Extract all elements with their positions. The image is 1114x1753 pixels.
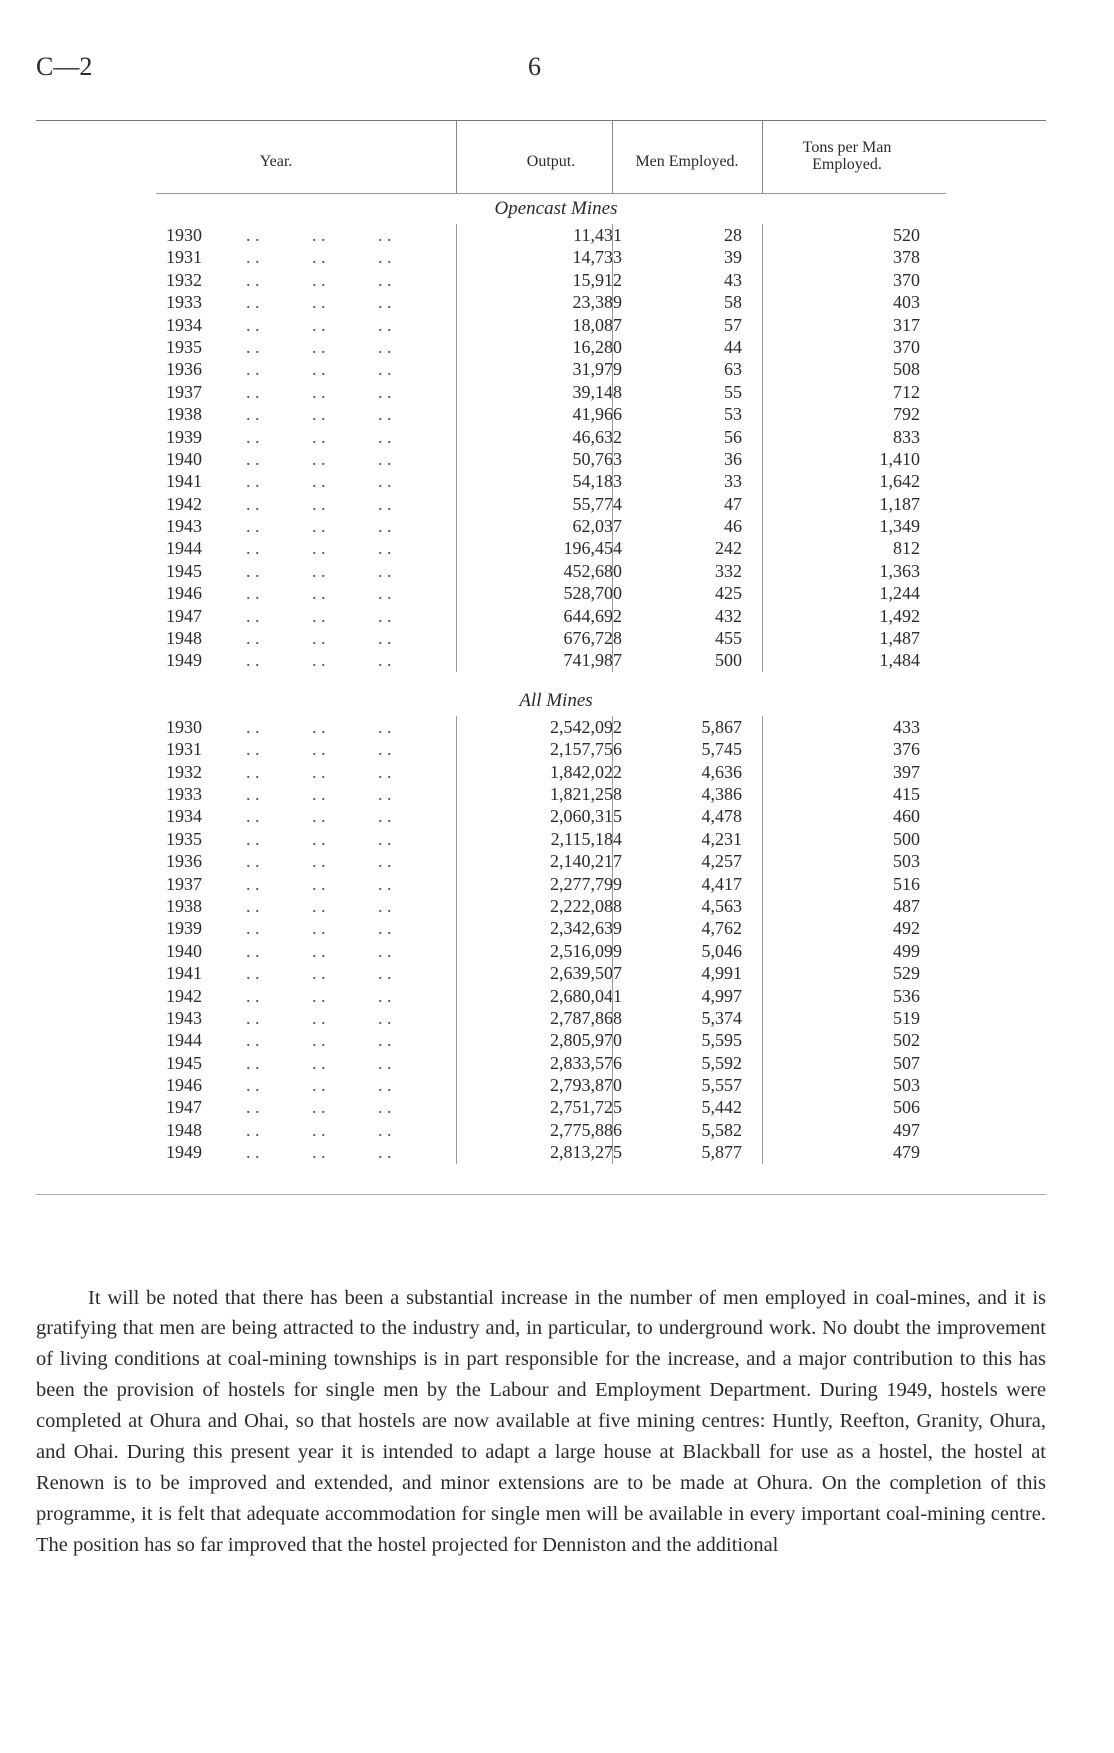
cell-men-employed: 4,991	[701, 963, 742, 984]
cell-year: 1937	[166, 873, 202, 894]
cell-output: 2,516,099	[550, 940, 622, 961]
table-row	[36, 336, 1046, 358]
cell-men-employed: 53	[724, 404, 742, 425]
table-row	[36, 582, 1046, 604]
table-row	[36, 470, 1046, 492]
page-number: 6	[528, 52, 541, 81]
cell-year: 1948	[166, 628, 202, 649]
leader-dots: . . . . . .	[246, 448, 392, 469]
table-row	[36, 1007, 1046, 1029]
cell-year: 1944	[166, 538, 202, 559]
cell-output: 2,222,088	[550, 895, 622, 916]
cell-men-employed: 5,582	[701, 1119, 742, 1140]
cell-output: 2,342,639	[550, 918, 622, 939]
cell-men-employed: 5,592	[701, 1052, 742, 1073]
cell-men-employed: 455	[715, 628, 742, 649]
cell-men-employed: 63	[724, 359, 742, 380]
table-row	[36, 649, 1046, 671]
cell-output: 741,987	[563, 650, 622, 671]
column-divider	[762, 224, 763, 672]
leader-dots: . . . . . .	[246, 716, 392, 737]
cell-output: 62,037	[572, 516, 622, 537]
cell-year: 1946	[166, 583, 202, 604]
table-row	[36, 605, 1046, 627]
cell-output: 2,793,870	[550, 1075, 622, 1096]
cell-output: 2,813,275	[550, 1142, 622, 1163]
cell-tons-per-man: 317	[893, 314, 920, 335]
cell-men-employed: 28	[724, 225, 742, 245]
leader-dots: . . . . . .	[246, 761, 392, 782]
cell-output: 2,680,041	[550, 985, 622, 1006]
section-title: All Mines	[519, 689, 593, 711]
leader-dots: . . . . . .	[246, 828, 392, 849]
cell-year: 1949	[166, 650, 202, 671]
cell-tons-per-man: 397	[893, 761, 920, 782]
cell-tons-per-man: 516	[893, 873, 920, 894]
table-row	[36, 448, 1046, 470]
cell-output: 39,148	[572, 381, 622, 402]
cell-output: 2,833,576	[550, 1052, 622, 1073]
cell-output: 644,692	[563, 605, 622, 626]
cell-output: 2,639,507	[550, 963, 622, 984]
cell-tons-per-man: 499	[893, 940, 920, 961]
cell-year: 1945	[166, 560, 202, 581]
cell-output: 50,763	[572, 448, 622, 469]
cell-tons-per-man: 500	[893, 828, 920, 849]
cell-tons-per-man: 506	[893, 1097, 920, 1118]
leader-dots: . . . . . .	[246, 1052, 392, 1073]
column-divider	[456, 224, 457, 672]
leader-dots: . . . . . .	[246, 1119, 392, 1140]
table-row	[36, 403, 1046, 425]
cell-tons-per-man: 503	[893, 1075, 920, 1096]
cell-year: 1942	[166, 985, 202, 1006]
cell-tons-per-man: 529	[893, 963, 920, 984]
cell-men-employed: 4,386	[701, 783, 742, 804]
leader-dots: . . . . . .	[246, 493, 392, 514]
leader-dots: . . . . . .	[246, 225, 392, 245]
leader-dots: . . . . . .	[246, 1097, 392, 1118]
column-header-tons-per-man: Tons per Man Employed.	[802, 139, 892, 173]
cell-year: 1938	[166, 895, 202, 916]
cell-men-employed: 44	[724, 336, 742, 357]
cell-year: 1934	[166, 314, 202, 335]
cell-year: 1931	[166, 247, 202, 268]
cell-tons-per-man: 376	[893, 739, 920, 760]
cell-year: 1933	[166, 783, 202, 804]
leader-dots: . . . . . .	[246, 650, 392, 671]
table-row	[36, 985, 1046, 1007]
table-row	[36, 716, 1046, 738]
cell-output: 23,389	[572, 292, 622, 313]
table-row	[36, 1096, 1046, 1118]
cell-men-employed: 432	[715, 605, 742, 626]
cell-year: 1941	[166, 471, 202, 492]
cell-year: 1948	[166, 1119, 202, 1140]
cell-tons-per-man: 403	[893, 292, 920, 313]
cell-year: 1940	[166, 448, 202, 469]
cell-tons-per-man: 1,349	[879, 516, 920, 537]
cell-year: 1934	[166, 806, 202, 827]
leader-dots: . . . . . .	[246, 560, 392, 581]
table-row	[36, 269, 1046, 291]
cell-output: 31,979	[572, 359, 622, 380]
cell-men-employed: 5,442	[701, 1097, 742, 1118]
cell-tons-per-man: 519	[893, 1007, 920, 1028]
cell-year: 1946	[166, 1075, 202, 1096]
cell-tons-per-man: 520	[893, 225, 920, 245]
table-row	[36, 805, 1046, 827]
cell-tons-per-man: 1,642	[879, 471, 920, 492]
cell-men-employed: 47	[724, 493, 742, 514]
table-row	[36, 1119, 1046, 1141]
cell-output: 14,733	[572, 247, 622, 268]
cell-tons-per-man: 503	[893, 851, 920, 872]
cell-tons-per-man: 1,492	[879, 605, 920, 626]
cell-output: 2,775,886	[550, 1119, 622, 1140]
leader-dots: . . . . . .	[246, 359, 392, 380]
table-body	[36, 194, 1046, 1164]
cell-men-employed: 4,231	[701, 828, 742, 849]
section-rows	[36, 716, 1046, 1164]
cell-output: 2,157,756	[550, 739, 622, 760]
cell-year: 1939	[166, 426, 202, 447]
cell-output: 1,842,022	[550, 761, 622, 782]
cell-year: 1931	[166, 739, 202, 760]
column-divider	[456, 716, 457, 1164]
section-title: Opencast Mines	[494, 198, 618, 219]
table-bottom-rule	[36, 1194, 1046, 1195]
column-header-output: Output.	[526, 153, 576, 170]
cell-year: 1932	[166, 269, 202, 290]
cell-output: 452,680	[563, 560, 622, 581]
cell-tons-per-man: 1,487	[879, 628, 920, 649]
cell-output: 15,912	[572, 269, 622, 290]
leader-dots: . . . . . .	[246, 1030, 392, 1051]
cell-men-employed: 500	[715, 650, 742, 671]
cell-year: 1947	[166, 605, 202, 626]
table-row	[36, 426, 1046, 448]
leader-dots: . . . . . .	[246, 426, 392, 447]
body-paragraph: It will be noted that there has been a substantial increase in the number of men employed in coal-mines, and it is gratifying that men are being attracted to the industry and, in particular, to underground work. No doubt the improvement of living conditions at coal-mining townships is in part responsible for the increase, and a major contribution to this has been the provision of hostels for single men by the Labour and Employment Department. During 1949, hostels were completed at Ohura and Ohai, so that hostels are now available at five mining centres: Huntly, Reefton, Granity, Ohura, and Ohai. During this present year it is intended to adapt a large house at Blackball for use as a hostel, the hostel at Renown is to be improved and extended, and minor extensions are to be made at Ohura. On the completion of this programme, it is felt that adequate accommodation for single men will be available in every important coal-mining centre. The position has so far improved that the hostel projected for Denniston and the additional	[36, 1286, 1046, 1556]
leader-dots: . . . . . .	[246, 1142, 392, 1163]
cell-year: 1940	[166, 940, 202, 961]
cell-year: 1935	[166, 828, 202, 849]
cell-men-employed: 4,257	[701, 851, 742, 872]
cell-output: 2,140,217	[550, 851, 622, 872]
cell-output: 54,183	[572, 471, 622, 492]
cell-men-employed: 4,417	[701, 873, 742, 894]
cell-year: 1947	[166, 1097, 202, 1118]
cell-year: 1949	[166, 1142, 202, 1163]
table-row	[36, 1052, 1046, 1074]
cell-men-employed: 4,563	[701, 895, 742, 916]
cell-year: 1936	[166, 359, 202, 380]
cell-output: 2,751,725	[550, 1097, 622, 1118]
cell-output: 2,787,868	[550, 1007, 622, 1028]
leader-dots: . . . . . .	[246, 628, 392, 649]
table-row	[36, 1074, 1046, 1096]
cell-year: 1939	[166, 918, 202, 939]
cell-output: 676,728	[563, 628, 622, 649]
table-row	[36, 246, 1046, 268]
leader-dots: . . . . . .	[246, 269, 392, 290]
cell-output: 528,700	[563, 583, 622, 604]
table-row	[36, 850, 1046, 872]
cell-men-employed: 332	[715, 560, 742, 581]
cell-year: 1942	[166, 493, 202, 514]
cell-output: 55,774	[572, 493, 622, 514]
column-header-year: Year.	[259, 153, 293, 170]
cell-year: 1938	[166, 404, 202, 425]
leader-dots: . . . . . .	[246, 985, 392, 1006]
leader-dots: . . . . . .	[246, 895, 392, 916]
cell-year: 1943	[166, 516, 202, 537]
cell-men-employed: 5,745	[701, 739, 742, 760]
cell-year: 1932	[166, 761, 202, 782]
table-row	[36, 515, 1046, 537]
leader-dots: . . . . . .	[246, 851, 392, 872]
cell-year: 1936	[166, 851, 202, 872]
cell-men-employed: 58	[724, 292, 742, 313]
leader-dots: . . . . . .	[246, 605, 392, 626]
cell-tons-per-man: 370	[893, 269, 920, 290]
cell-men-employed: 5,046	[701, 940, 742, 961]
cell-output: 2,805,970	[550, 1030, 622, 1051]
table-row	[36, 627, 1046, 649]
cell-tons-per-man: 497	[893, 1119, 920, 1140]
table-row	[36, 224, 1046, 246]
table-row	[36, 314, 1046, 336]
cell-output: 41,966	[572, 404, 622, 425]
table-row	[36, 291, 1046, 313]
cell-men-employed: 5,877	[701, 1142, 742, 1163]
leader-dots: . . . . . .	[246, 404, 392, 425]
cell-output: 16,280	[572, 336, 622, 357]
table-row	[36, 761, 1046, 783]
cell-year: 1930	[166, 716, 202, 737]
cell-year: 1933	[166, 292, 202, 313]
leader-dots: . . . . . .	[246, 1007, 392, 1028]
leader-dots: . . . . . .	[246, 940, 392, 961]
cell-output: 2,542,092	[550, 716, 622, 737]
cell-men-employed: 4,997	[701, 985, 742, 1006]
leader-dots: . . . . . .	[246, 471, 392, 492]
leader-dots: . . . . . .	[246, 583, 392, 604]
cell-year: 1930	[166, 225, 202, 245]
cell-men-employed: 57	[724, 314, 742, 335]
cell-men-employed: 4,762	[701, 918, 742, 939]
cell-year: 1937	[166, 381, 202, 402]
cell-tons-per-man: 487	[893, 895, 920, 916]
leader-dots: . . . . . .	[246, 783, 392, 804]
cell-tons-per-man: 378	[893, 247, 920, 268]
leader-dots: . . . . . .	[246, 538, 392, 559]
cell-output: 2,115,184	[550, 828, 622, 849]
cell-tons-per-man: 712	[893, 381, 920, 402]
cell-men-employed: 5,595	[701, 1030, 742, 1051]
cell-tons-per-man: 536	[893, 985, 920, 1006]
column-divider	[762, 121, 763, 193]
cell-year: 1944	[166, 1030, 202, 1051]
table-row	[36, 537, 1046, 559]
table-row	[36, 917, 1046, 939]
cell-output: 11,431	[573, 225, 622, 245]
table-row	[36, 1029, 1046, 1051]
cell-men-employed: 5,557	[701, 1075, 742, 1096]
leader-dots: . . . . . .	[246, 873, 392, 894]
cell-men-employed: 425	[715, 583, 742, 604]
cell-men-employed: 55	[724, 381, 742, 402]
cell-tons-per-man: 479	[893, 1142, 920, 1163]
column-header-men-employed: Men Employed.	[635, 153, 739, 170]
page-code: C—2	[36, 52, 93, 81]
leader-dots: . . . . . .	[246, 918, 392, 939]
table-row	[36, 940, 1046, 962]
table-row	[36, 783, 1046, 805]
cell-output: 196,454	[563, 538, 622, 559]
cell-tons-per-man: 507	[893, 1052, 920, 1073]
cell-tons-per-man: 502	[893, 1030, 920, 1051]
table-row	[36, 873, 1046, 895]
cell-tons-per-man: 460	[893, 806, 920, 827]
leader-dots: . . . . . .	[246, 381, 392, 402]
column-divider	[762, 716, 763, 1164]
column-divider	[612, 716, 613, 1164]
column-divider	[612, 224, 613, 672]
leader-dots: . . . . . .	[246, 806, 392, 827]
table-header	[36, 121, 1046, 193]
leader-dots: . . . . . .	[246, 739, 392, 760]
cell-men-employed: 4,478	[701, 806, 742, 827]
cell-output: 46,632	[572, 426, 622, 447]
cell-output: 2,060,315	[550, 806, 622, 827]
cell-tons-per-man: 1,363	[879, 560, 920, 581]
cell-tons-per-man: 415	[893, 783, 920, 804]
leader-dots: . . . . . .	[246, 1075, 392, 1096]
table-row	[36, 560, 1046, 582]
cell-year: 1945	[166, 1052, 202, 1073]
cell-output: 18,087	[572, 314, 622, 335]
page-header	[36, 52, 1046, 88]
leader-dots: . . . . . .	[246, 336, 392, 357]
table-row	[36, 381, 1046, 403]
cell-men-employed: 242	[715, 538, 742, 559]
cell-tons-per-man: 1,244	[879, 583, 920, 604]
cell-tons-per-man: 812	[893, 538, 920, 559]
coal-output-table	[36, 120, 1046, 1195]
cell-year: 1941	[166, 963, 202, 984]
cell-output: 1,821,258	[550, 783, 622, 804]
cell-men-employed: 56	[724, 426, 742, 447]
cell-tons-per-man: 508	[893, 359, 920, 380]
cell-year: 1935	[166, 336, 202, 357]
cell-tons-per-man: 370	[893, 336, 920, 357]
cell-tons-per-man: 492	[893, 918, 920, 939]
leader-dots: . . . . . .	[246, 292, 392, 313]
leader-dots: . . . . . .	[246, 516, 392, 537]
cell-men-employed: 39	[724, 247, 742, 268]
cell-tons-per-man: 433	[893, 716, 920, 737]
column-divider	[456, 121, 457, 193]
cell-output: 2,277,799	[550, 873, 622, 894]
table-row	[36, 493, 1046, 515]
leader-dots: . . . . . .	[246, 963, 392, 984]
cell-tons-per-man: 1,410	[879, 448, 920, 469]
cell-tons-per-man: 1,187	[879, 493, 920, 514]
table-row	[36, 358, 1046, 380]
table-row	[36, 962, 1046, 984]
cell-year: 1943	[166, 1007, 202, 1028]
cell-tons-per-man: 833	[893, 426, 920, 447]
leader-dots: . . . . . .	[246, 247, 392, 268]
cell-men-employed: 43	[724, 269, 742, 290]
cell-tons-per-man: 1,484	[879, 650, 920, 671]
cell-men-employed: 5,867	[701, 716, 742, 737]
table-row	[36, 895, 1046, 917]
leader-dots: . . . . . .	[246, 314, 392, 335]
cell-men-employed: 36	[724, 448, 742, 469]
cell-men-employed: 46	[724, 516, 742, 537]
cell-men-employed: 4,636	[701, 761, 742, 782]
cell-men-employed: 5,374	[701, 1007, 742, 1028]
table-row	[36, 738, 1046, 760]
table-row	[36, 828, 1046, 850]
table-row	[36, 1141, 1046, 1163]
cell-tons-per-man: 792	[893, 404, 920, 425]
cell-men-employed: 33	[724, 471, 742, 492]
section-rows	[36, 224, 1046, 672]
